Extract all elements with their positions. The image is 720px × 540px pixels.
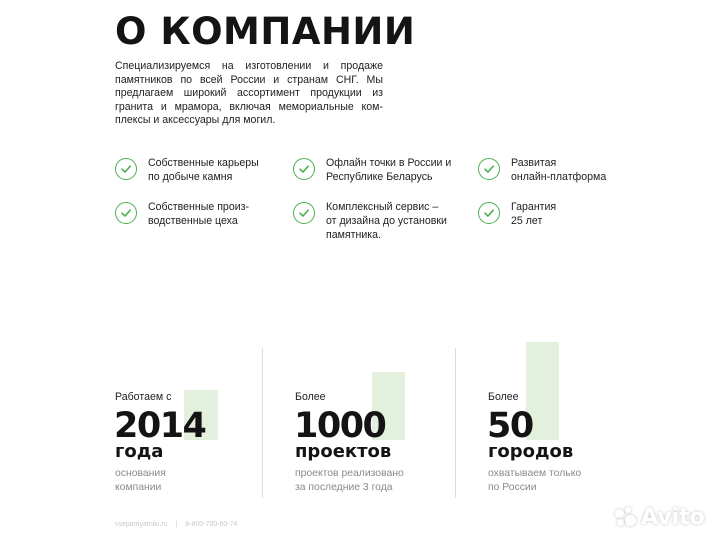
stat-desc-line: проектов реализовано — [295, 468, 404, 479]
stat-prefix: Более — [488, 391, 519, 403]
feature-item — [478, 202, 556, 229]
stat-divider — [262, 348, 263, 498]
feature-line: Офлайн точки в России и — [326, 157, 452, 169]
page-title: О КОМПАНИИ — [115, 10, 416, 53]
feature-line: Республике Беларусь — [326, 170, 433, 183]
feature-line: онлайн-платформа — [511, 170, 607, 183]
check-circle-icon — [478, 202, 500, 224]
check-circle-icon — [293, 158, 315, 180]
feature-line: от дизайна до установки — [326, 214, 447, 227]
feature-line: по добыче камня — [148, 170, 233, 183]
stat-desc-line: охватываем только — [488, 468, 582, 479]
stat-prefix: Работаем с — [115, 391, 172, 403]
feature-item — [293, 202, 447, 242]
stat-desc-line: компании — [115, 482, 162, 493]
footer-contacts — [115, 521, 237, 528]
feature-line: памятника. — [326, 228, 381, 241]
feature-line: Собственные произ- — [148, 201, 250, 213]
avito-watermark — [615, 505, 705, 530]
stat-desc-line: за последние 3 года — [295, 482, 393, 493]
stat-description — [295, 467, 404, 495]
check-circle-icon — [478, 158, 500, 180]
stat-number: 2014 — [114, 406, 206, 446]
check-circle-icon — [115, 202, 137, 224]
feature-line: Развитая — [511, 157, 557, 169]
stat-description — [115, 467, 166, 495]
footer-phone[interactable]: 8-800-700-60-74 — [185, 521, 238, 528]
feature-item — [115, 158, 259, 185]
stat-number: 50 — [487, 406, 533, 446]
feature-line: водственные цеха — [148, 214, 238, 227]
check-circle-icon — [293, 202, 315, 224]
stat-desc-line: основания — [115, 468, 166, 479]
stat-divider — [455, 348, 456, 498]
feature-line: Собственные карьеры — [148, 157, 259, 169]
feature-line: Гарантия — [511, 201, 557, 213]
avito-logo-icon — [615, 507, 637, 529]
feature-item — [293, 158, 451, 185]
check-circle-icon — [115, 158, 137, 180]
stat-number: 1000 — [294, 406, 386, 446]
footer-separator: | — [175, 521, 178, 528]
feature-item — [478, 158, 606, 185]
intro-paragraph: Специализируемся на изготовлении и продаже памятников по всей России и странам СНГ. Мы предлагаем широкий ассортимент продукции из гранита и мрамора, включая мемориальные ком-плексы и аксессуары для могил. — [115, 60, 383, 126]
avito-text: Avito — [641, 505, 705, 530]
feature-line: Комплексный сервис – — [326, 201, 439, 213]
feature-item — [115, 202, 249, 229]
feature-line: 25 лет — [511, 214, 543, 227]
stat-prefix: Более — [295, 391, 326, 403]
stat-description — [488, 467, 581, 495]
stat-desc-line: по России — [488, 482, 537, 493]
footer-site-link[interactable]: vsepamyatniki.ru — [115, 521, 168, 528]
stat-unit: года — [115, 441, 164, 462]
stat-unit: проектов — [295, 441, 392, 462]
stat-unit: городов — [488, 441, 574, 462]
